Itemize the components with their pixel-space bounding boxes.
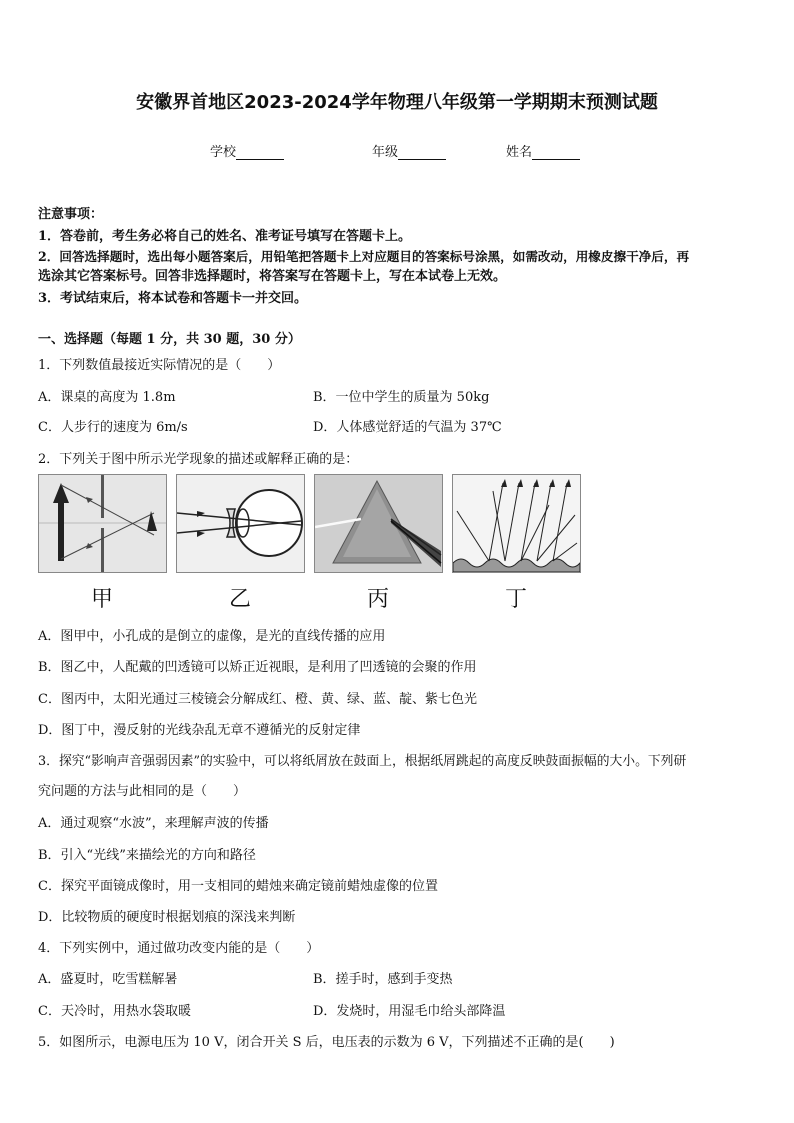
option-a: A．盛夏时，吃雪糕解暑	[38, 972, 178, 987]
school-field	[210, 141, 284, 160]
option-d: D．发烧时，用湿毛巾给头部降温	[313, 1004, 506, 1019]
figure-bing	[314, 474, 443, 573]
eye-lens-diagram	[177, 475, 304, 572]
name-blank	[532, 146, 580, 160]
option-b: B．图乙中，人配戴的凹透镜可以矫正近视眼，是利用了凹透镜的会聚的作用	[38, 660, 477, 675]
note-item: 3．考试结束后，将本试卷和答题卡一并交回。	[38, 291, 308, 306]
option-d: D．比较物质的硬度时根据划痕的深浅来判断	[38, 910, 296, 925]
figure-ding	[452, 474, 581, 573]
question-stem: 5．如图所示，电源电压为 10 V，闭合开关 S 后，电压表的示数为 6 V，下列描述不正确的是( )	[38, 1035, 615, 1050]
school-blank	[236, 146, 284, 160]
option-c: C．探究平面镜成像时，用一支相同的蜡烛来确定镜前蜡烛虚像的位置	[38, 879, 438, 894]
option-b: B．搓手时，感到手变热	[313, 972, 453, 987]
question-stem: 1．下列数值最接近实际情况的是（ ）	[38, 358, 281, 373]
grade-label: 年级	[372, 145, 399, 160]
question-stem: 4．下列实例中，通过做功改变内能的是（ ）	[38, 941, 320, 956]
note-item: 2．回答选择题时，选出每小题答案后，用铅笔把答题卡上对应题目的答案标号涂黑，如需改动，用橡皮擦干净后，再	[38, 249, 690, 264]
prism-diagram	[315, 475, 442, 572]
figure-jia	[38, 474, 167, 573]
figure-label-bing: 丙	[366, 587, 389, 612]
option-d: D．图丁中，漫反射的光线杂乱无章不遵循光的反射定律	[38, 723, 361, 738]
school-label: 学校	[210, 145, 237, 160]
option-a: A．图甲中，小孔成的是倒立的虚像，是光的直线传播的应用	[38, 629, 386, 644]
question-stem-cont: 究问题的方法与此相同的是（ ）	[38, 784, 247, 799]
question-stem: 3．探究“影响声音强弱因素”的实验中，可以将纸屑放在鼓面上，根据纸屑跳起的高度反映鼓面振幅的大小。下列研	[38, 754, 687, 769]
page-title: 安徽界首地区2023-2024学年物理八年级第一学期期末预测试题	[136, 92, 658, 113]
option-d: D．人体感觉舒适的气温为 37℃	[313, 420, 502, 435]
note-item: 1．答卷前，考生务必将自己的姓名、准考证号填写在答题卡上。	[38, 229, 412, 244]
option-a: A．课桌的高度为 1.8m	[38, 390, 176, 405]
figure-yi	[176, 474, 305, 573]
note-item: 选涂其它答案标号。回答非选择题时，将答案写在答题卡上，写在本试卷上无效。	[38, 269, 507, 284]
question-stem: 2．下列关于图中所示光学现象的描述或解释正确的是：	[38, 452, 359, 467]
notes-heading: 注意事项：	[38, 207, 104, 222]
option-c: C．天冷时，用热水袋取暖	[38, 1004, 191, 1019]
grade-blank	[398, 146, 446, 160]
figure-label-ding: 丁	[504, 587, 527, 612]
grade-field	[372, 141, 446, 160]
diffuse-reflection-diagram	[453, 475, 580, 572]
option-a: A．通过观察“水波”，来理解声波的传播	[38, 816, 269, 831]
name-field	[506, 141, 580, 160]
option-c: C．人步行的速度为 6m/s	[38, 420, 188, 435]
option-b: B．一位中学生的质量为 50kg	[313, 390, 490, 405]
name-label: 姓名	[506, 145, 533, 160]
figure-label-yi: 乙	[228, 587, 251, 612]
figure-label-jia: 甲	[90, 587, 113, 612]
pinhole-diagram	[39, 475, 166, 572]
option-c: C．图丙中，太阳光通过三棱镜会分解成红、橙、黄、绿、蓝、靛、紫七色光	[38, 692, 477, 707]
option-b: B．引入“光线”来描绘光的方向和路径	[38, 848, 256, 863]
section-heading: 一、选择题（每题 1 分，共 30 题，30 分）	[38, 332, 301, 347]
